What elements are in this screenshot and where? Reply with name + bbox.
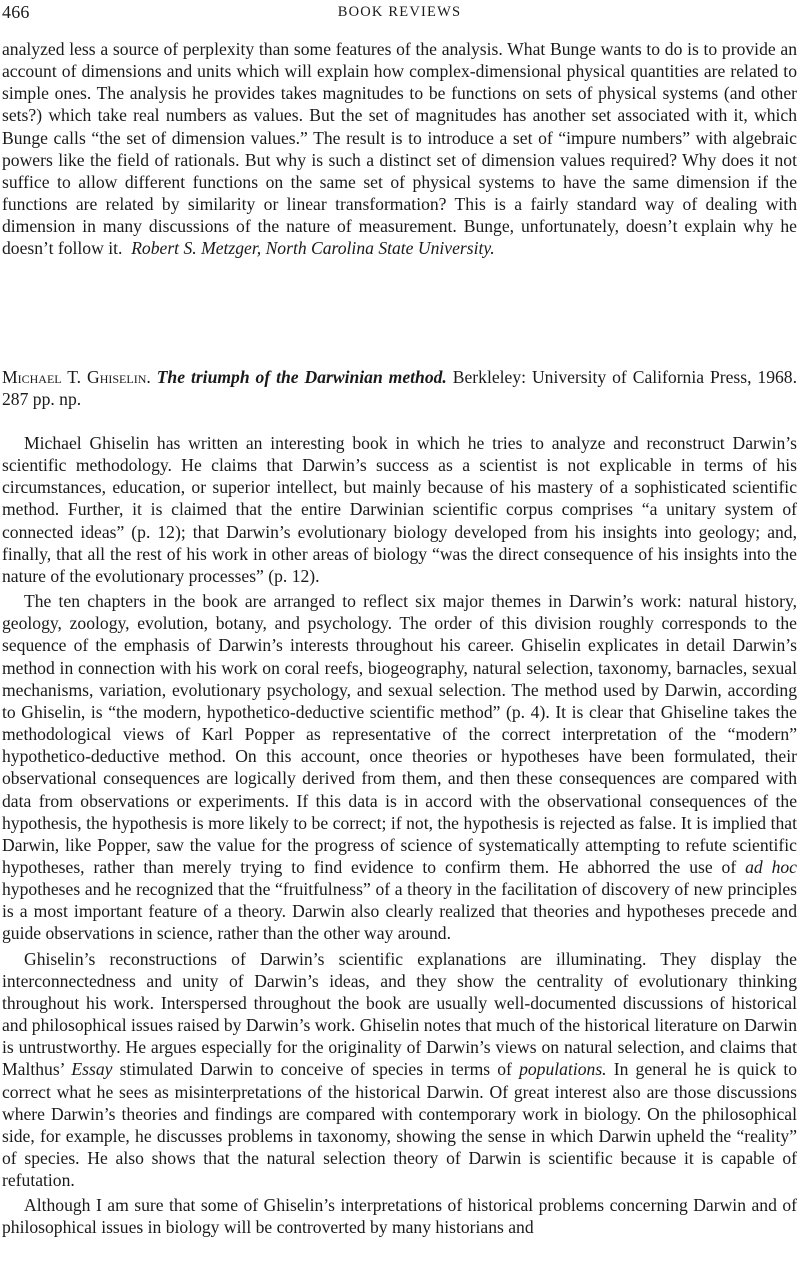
page-number: 466 — [2, 2, 30, 22]
review-citation-block — [2, 366, 797, 410]
book-author: Michael T. Ghiselin. — [2, 367, 151, 387]
running-head: BOOK REVIEWS — [337, 4, 462, 20]
review-paragraph-1: Michael Ghiselin has written an interesting book in which he tries to analyze and reconstruct Darwin’s scientific methodology. He claims that Darwin’s success as a scientist is not explicable in terms of his circumstances, education, or superior intellect, but mainly because of his mastery of a sophisticated scientific method. Further, it is claimed that the entire Darwinian scientific corpus comprises “a unitary system of connected ideas” (p. 12); that Darwin’s evolutionary biology developed from his insights into geology; and, finally, that all the rest of his work in other areas of biology “was the direct consequence of his insights into the nature of the evolutionary processes” (p. 12). — [2, 433, 797, 586]
review-paragraph-4: Although I am sure that some of Ghiselin’s interpretations of historical problems concerning Darwin and of philosophical issues in biology will be controverted by many historians and — [2, 1195, 797, 1238]
populations-term: populations. — [519, 1059, 607, 1080]
publication-info: Berkleley: University of California Press, 1968. 287 pp. np. — [2, 367, 798, 410]
book-title: The triumph of the Darwinian method. — [156, 367, 447, 387]
essay-term: Essay — [71, 1059, 113, 1080]
previous-review-text: analyzed less a source of perplexity than some features of the analysis. What Bunge wants to do is to provide an account of dimensions and units which will explain how complex-dimensional physical quantities are related to simple ones. The analysis he provides takes magnitudes to be functions on sets of physical systems (and other sets?) which take real numbers as values. But the set of magnitudes has another set associated with it, which Bunge calls “the set of dimension values.” The result is to introduce a set of “impure numbers” with algebraic powers like the field of rationals. But why is such a distinct set of dimension values required? Why does it not suffice to allow different functions on the same set of physical systems to have the same dimension if the functions are related by similarity or linear transformation? This is a fairly standard way of dealing with dimension in many discussions of the nature of measurement. Bunge, unfortunately, doesn’t explain why he doesn’t follow it. — [2, 39, 797, 259]
previous-review-paragraph — [2, 38, 797, 260]
review-paragraph-3-part-a: Ghiselin’s reconstructions of Darwin’s scientific explanations are illuminating. They display the interconnectedness and unity of Darwin’s ideas, and they show the centrality of evolutionary thinking throughout his work. Interspersed throughout the book are usually well-documented discussions of historical and philosophical issues raised by Darwin’s work. Ghiselin notes that much of the historical literature on Darwin is untrustworthy. He argues especially for the originality of Darwin’s views on natural selection, and claims that Malthus’ — [2, 948, 797, 1080]
review-paragraph-2 — [2, 590, 797, 945]
page-header — [2, 2, 797, 24]
book-citation — [2, 366, 797, 410]
reviewer-signature: Robert S. Metzger, North Carolina State University. — [131, 238, 495, 259]
review-paragraph-3-part-b: stimulated Darwin to conceive of species in terms of — [119, 1059, 512, 1080]
ad-hoc-term: ad hoc — [745, 856, 797, 877]
review-paragraph-3 — [2, 948, 797, 1192]
previous-review-ending — [2, 38, 797, 260]
review-paragraph-2-part-b: hypotheses and he recognized that the “fruitfulness” of a theory in the facilitation of discovery of new principles is a most important feature of a theory. Darwin also clearly realized that theories and hypotheses precede and guide observations in science, rather than the other way around. — [2, 879, 797, 944]
review-body — [2, 432, 797, 1239]
review-paragraph-2-part-a: The ten chapters in the book are arranged to reflect six major themes in Darwin’s work: natural history, geology, zoology, evolution, botany, and psychology. The order of this division roughly corresponds to the sequence of the emphasis of Darwin’s interests throughout his career. Ghiselin explicates in detail Darwin’s method in connection with his work on coral reefs, biogeography, natural selection, taxonomy, barnacles, sexual mechanisms, variation, evolutionary psychology, and sexual selection. The method used by Darwin, according to Ghiselin, is “the modern, hypothetico-deductive scientific method” (p. 4). It is clear that Ghiseline takes the methodological views of Karl Popper as representative of the correct interpretation of the “modern” hypothetico-deductive method. On this account, once theories or hypotheses have been formulated, their observational consequences are logically derived from them, and then these consequences are compared with data from observations or experiments. If this data is in accord with the observational consequences of the hypothesis, the hypothesis is more likely to be correct; if not, the hypothesis is rejected as false. It is implied that Darwin, like Popper, saw the value for the progress of science of systematically attempting to refute scientific hypotheses, rather than merely trying to find evidence to confirm them. He abhorred the use of — [2, 591, 797, 877]
review-paragraph-3-part-c: In general he is quick to correct what he sees as misinterpretations of the historical Darwin. Of great interest also are those discussions where Darwin’s theories and findings are compared with contemporary work in biology. On the philosophical side, for example, he discusses problems in taxonomy, showing the sense in which Darwin upheld the “reality” of species. He also shows that the natural selection theory of Darwin is scientific because it is capable of refutation. — [2, 1059, 798, 1191]
